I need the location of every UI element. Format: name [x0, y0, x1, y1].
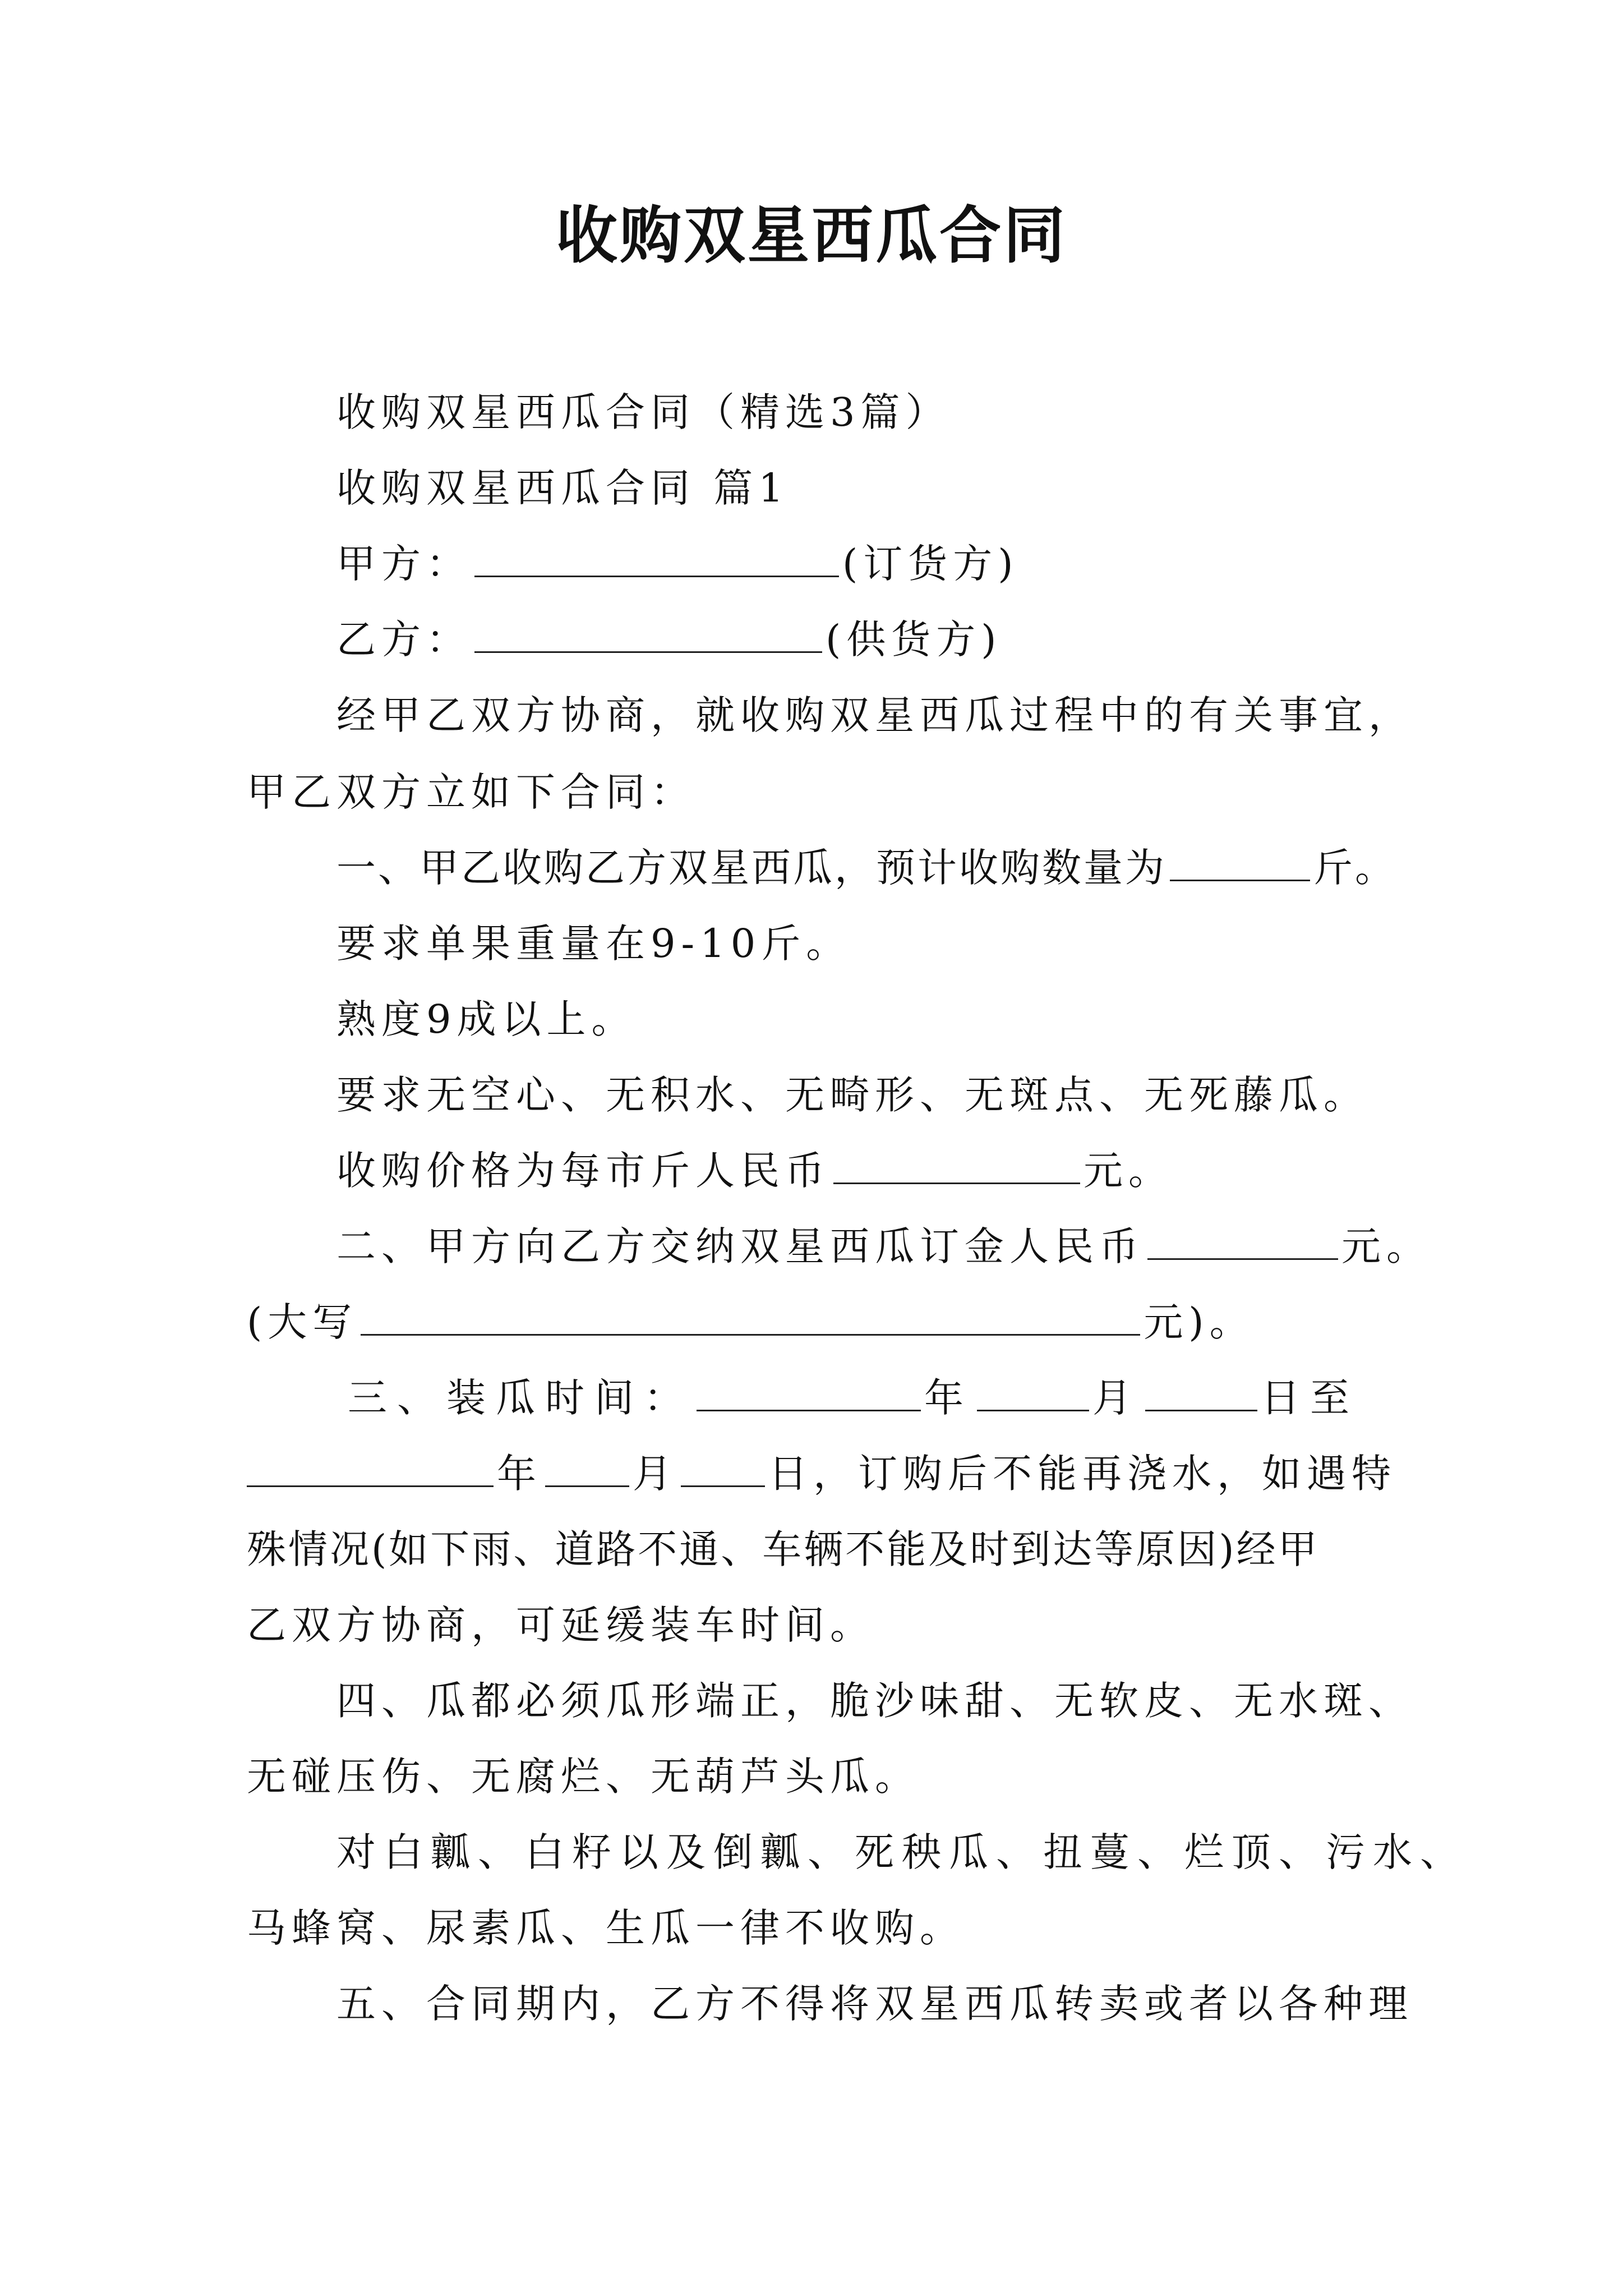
party-b-label: 乙方：	[336, 616, 471, 662]
party-b-blank	[474, 616, 822, 653]
party-a-label: 甲方：	[336, 541, 471, 587]
document-title: 收购双星西瓜合同	[556, 199, 1067, 272]
clause3-rest: 日，订购后不能再浇水，如遇特	[768, 1451, 1396, 1497]
clause2-uppercase	[247, 1294, 1255, 1350]
clause1-pre: 一、甲乙收购乙方双星西瓜，预计收购数量为	[336, 845, 1166, 891]
party-b-line	[336, 611, 1002, 668]
month-label: 月	[633, 1451, 677, 1497]
price-pre: 收购价格为每市斤人民币	[336, 1148, 830, 1194]
clause4-line-1: 四、瓜都必须瓜形端正，脆沙味甜、无软皮、无水斑、	[336, 1678, 1413, 1724]
subtitle: 收购双星西瓜合同（精选3篇）	[336, 389, 951, 435]
clause1-quantity	[336, 840, 1396, 896]
intro-line-2: 甲乙双方立如下合同：	[247, 769, 695, 815]
clause1-ripeness: 熟度9成以上。	[336, 996, 637, 1042]
day-to-label: 日至	[1261, 1375, 1359, 1421]
clause3-pre: 三、装瓜时间：	[348, 1375, 693, 1421]
end-day-blank	[681, 1451, 765, 1487]
intro-line-1: 经甲乙双方协商，就收购双星西瓜过程中的有关事宜，	[336, 692, 1413, 738]
uppercase-pre: (大写	[247, 1299, 358, 1345]
clause4-line-3: 对白瓤、白籽以及倒瓤、死秧瓜、扭蔓、烂顶、污水、	[336, 1829, 1467, 1875]
clause1-price	[336, 1143, 1173, 1199]
quantity-blank	[1170, 845, 1310, 881]
deposit-blank	[1147, 1223, 1338, 1260]
month-label: 月	[1092, 1375, 1142, 1421]
party-a-blank	[474, 541, 839, 577]
part-heading: 收购双星西瓜合同 篇1	[336, 465, 789, 511]
year-label: 年	[924, 1375, 974, 1421]
clause1-weight: 要求单果重量在9-10斤。	[336, 921, 851, 967]
party-a-line	[336, 536, 1019, 592]
start-year-blank	[697, 1375, 921, 1411]
end-year-blank	[247, 1451, 494, 1487]
year-label: 年	[497, 1451, 542, 1497]
clause1-post: 斤。	[1313, 845, 1396, 891]
price-post: 元。	[1083, 1148, 1173, 1194]
uppercase-post: 元)。	[1144, 1299, 1255, 1345]
clause1-quality: 要求无空心、无积水、无畸形、无斑点、无死藤瓜。	[336, 1072, 1368, 1118]
end-month-blank	[545, 1451, 629, 1487]
start-month-blank	[977, 1375, 1089, 1411]
clause2-post: 元。	[1341, 1223, 1431, 1269]
party-b-role: (供货方)	[826, 616, 1002, 662]
party-a-role: (订货方)	[842, 541, 1019, 587]
clause2-pre: 二、甲方向乙方交纳双星西瓜订金人民币	[336, 1223, 1144, 1269]
clause3-line-3: 殊情况(如下雨、道路不通、车辆不能及时到达等原因)经甲	[247, 1526, 1320, 1572]
clause2-deposit	[336, 1218, 1431, 1274]
start-day-blank	[1145, 1375, 1257, 1411]
clause3-line-2	[247, 1446, 1396, 1502]
price-blank	[833, 1148, 1080, 1184]
uppercase-blank	[361, 1299, 1140, 1336]
clause5-line-1: 五、合同期内，乙方不得将双星西瓜转卖或者以各种理	[336, 1981, 1413, 2027]
clause4-line-4: 马蜂窝、尿素瓜、生瓜一律不收购。	[247, 1905, 965, 1951]
clause4-line-2: 无碰压伤、无腐烂、无葫芦头瓜。	[247, 1754, 920, 1800]
clause3-line-4: 乙双方协商，可延缓装车时间。	[247, 1602, 875, 1648]
clause3-line-1	[348, 1370, 1359, 1426]
